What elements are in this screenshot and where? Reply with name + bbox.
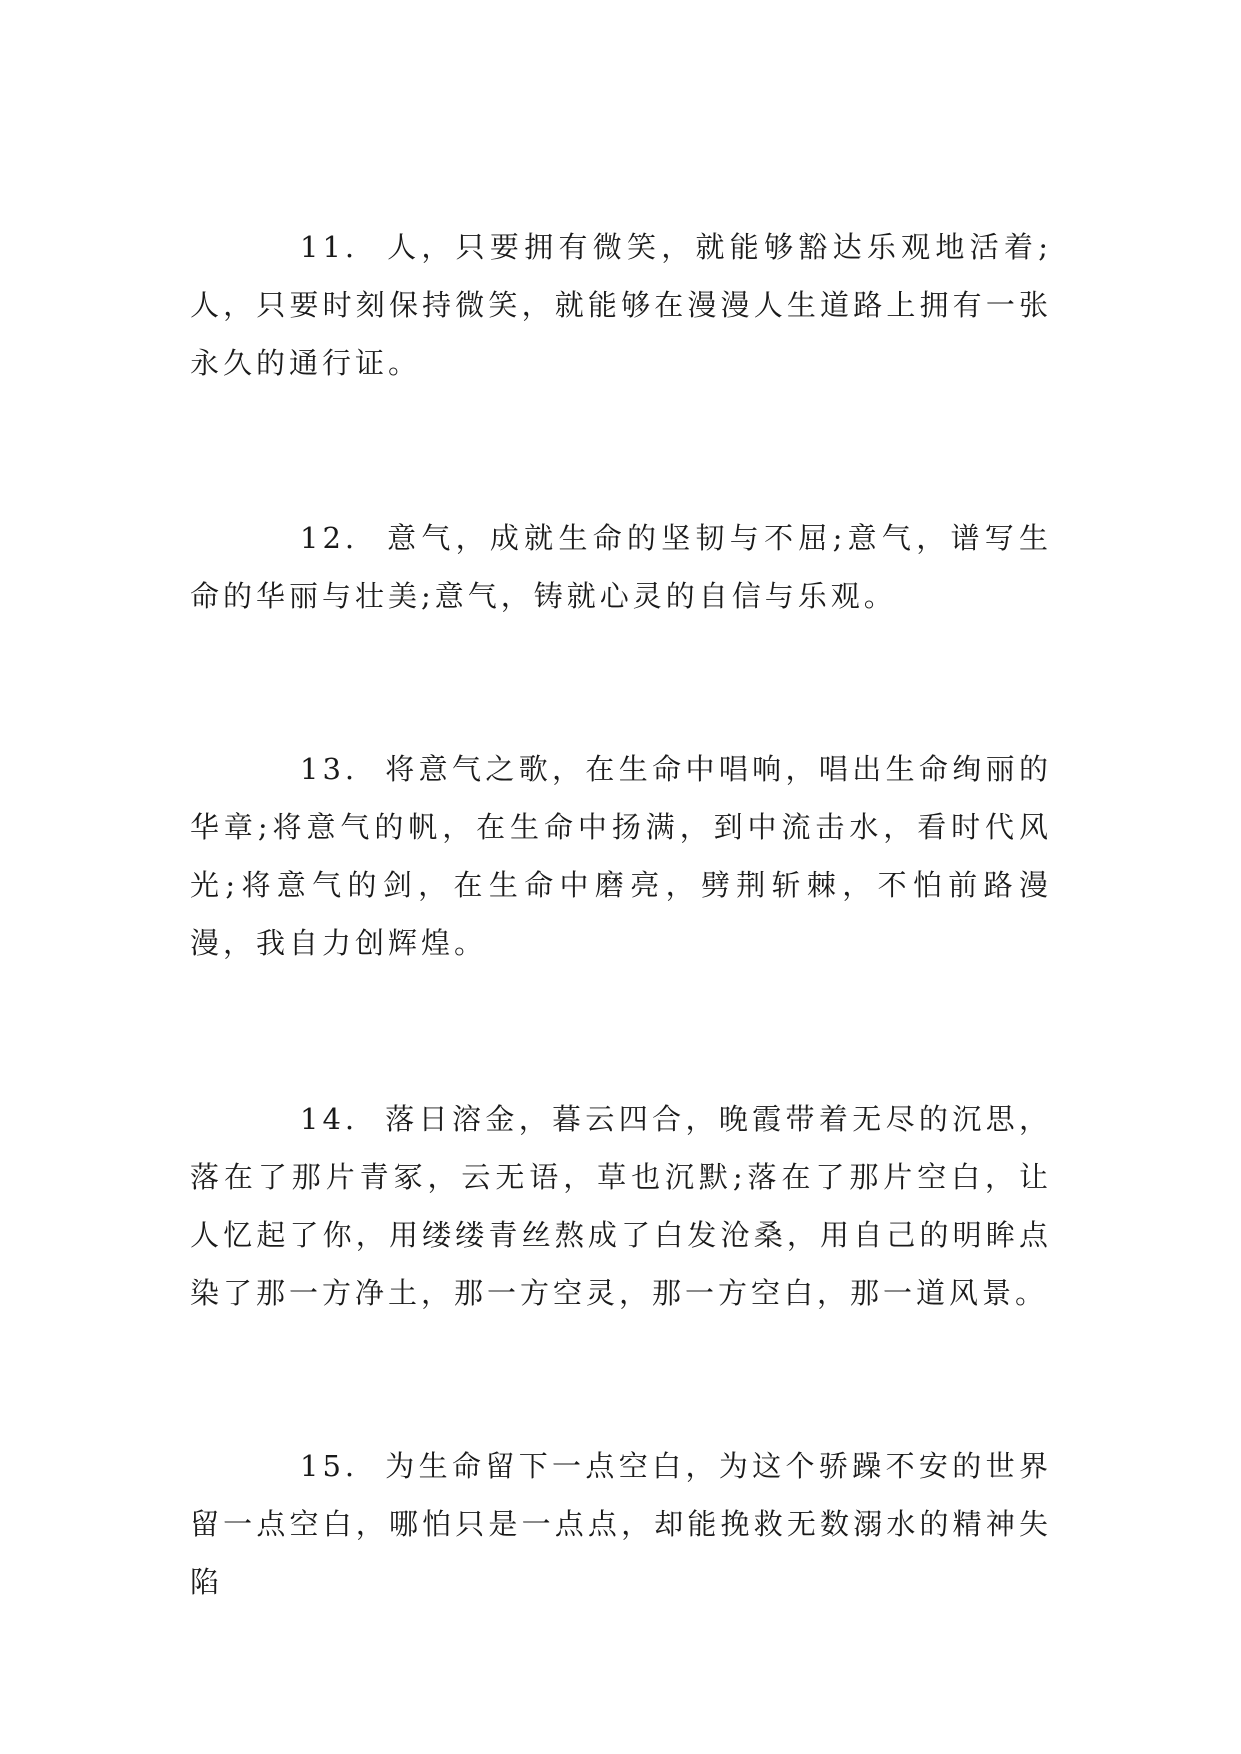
paragraph-14 (190, 1090, 1052, 1322)
paragraph-number: 12. (300, 521, 359, 555)
paragraph-text: 为生命留下一点空白，为这个骄躁不安的世界留一点空白，哪怕只是一点点，却能挽救无数溺水的精神失陷 (190, 1449, 1052, 1599)
paragraph-text: 意气，成就生命的坚韧与不屈;意气，谱写生命的华丽与壮美;意气，铸就心灵的自信与乐观。 (190, 521, 1052, 613)
paragraph-number: 14. (300, 1102, 359, 1136)
paragraph-text: 人，只要拥有微笑，就能够豁达乐观地活着;人，只要时刻保持微笑，就能够在漫漫人生道路上拥有一张永久的通行证。 (190, 230, 1052, 380)
paragraph-11 (190, 218, 1052, 392)
paragraph-12 (190, 509, 1052, 625)
paragraph-text: 落日溶金，暮云四合，晚霞带着无尽的沉思，落在了那片青冢，云无语，草也沉默;落在了那片空白，让人忆起了你，用缕缕青丝熬成了白发沧桑，用自己的明眸点染了那一方净土，那一方空灵，那一方空白，那一道风景。 (190, 1102, 1052, 1310)
paragraph-number: 13. (300, 752, 359, 786)
paragraph-13 (190, 740, 1052, 972)
paragraph-text: 将意气之歌，在生命中唱响，唱出生命绚丽的华章;将意气的帆，在生命中扬满，到中流击水，看时代风光;将意气的剑，在生命中磨亮，劈荆斩棘，不怕前路漫漫，我自力创辉煌。 (190, 752, 1052, 960)
paragraph-number: 15. (300, 1449, 359, 1483)
paragraph-15 (190, 1437, 1052, 1611)
paragraph-number: 11. (300, 230, 359, 264)
